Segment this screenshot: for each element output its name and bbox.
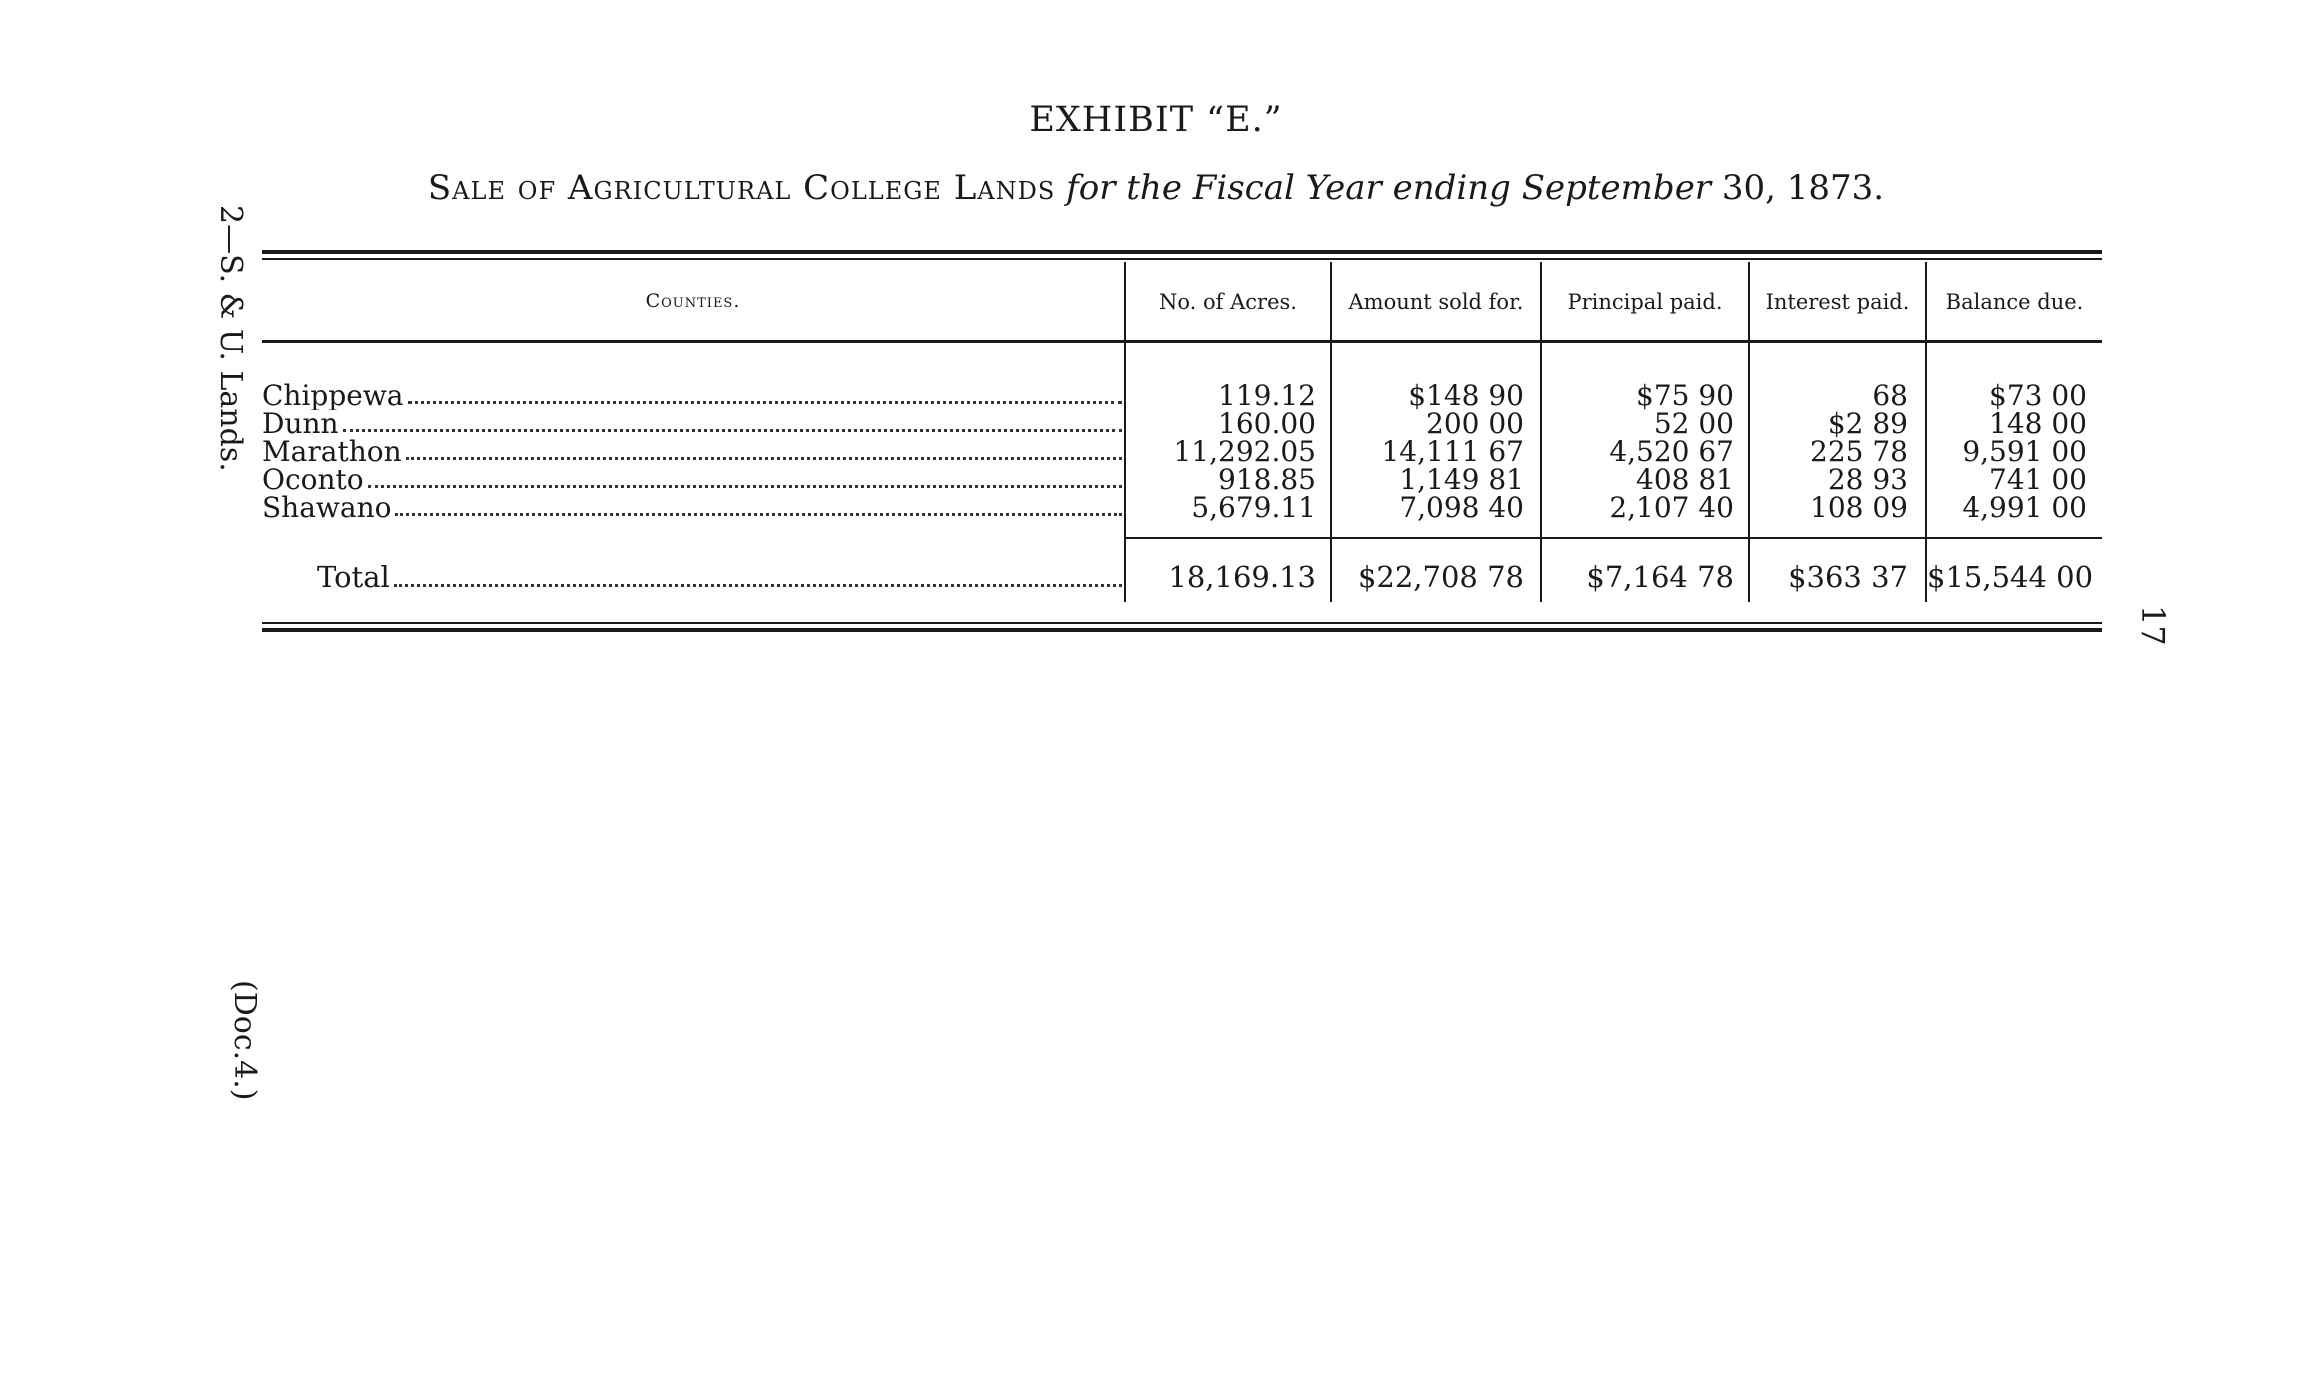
document-number: (Doc.4.) [227,980,262,1101]
principal-cell: $75 90 [1636,379,1734,412]
balance-cell: 148 00 [1989,407,2087,440]
leader-dots [408,401,1123,404]
total-acres: 18,169.13 [1168,560,1316,594]
amount-cell: 14,111 67 [1381,435,1524,468]
header-balance: Balance due. [1945,290,2084,314]
balance-cell: 741 00 [1989,463,2087,496]
balance-column [1927,379,2087,524]
table-row [262,466,1122,494]
county-name: Dunn [262,410,339,438]
total-label-text: Total [317,560,390,594]
bottom-rule-thick [262,628,2102,632]
total-interest: $363 37 [1788,560,1908,594]
acres-cell: 160.00 [1218,407,1316,440]
acres-cell: 11,292.05 [1173,435,1316,468]
running-head-left: 2—S. & U. Lands. [213,205,248,472]
leader-dots [394,584,1122,587]
interest-cell: 108 09 [1810,491,1908,524]
total-label [317,560,1122,594]
page-number: 17 [2134,605,2172,646]
county-column [262,382,1122,522]
amount-cell: 200 00 [1426,407,1524,440]
table-row [262,410,1122,438]
acres-column [1126,379,1316,524]
top-rule-thin [262,258,2102,260]
top-rule-thick [262,250,2102,254]
subtitle-italic: for the Fiscal Year ending September [1066,168,1712,208]
table-row [262,494,1122,522]
header-rule [262,340,2102,343]
total-rule [1126,537,2102,539]
header-amount: Amount sold for. [1348,290,1524,314]
interest-cell: 68 [1872,379,1908,412]
exhibit-title: EXHIBIT “E.” [1029,100,1283,140]
total-amount: $22,708 78 [1357,560,1524,594]
sales-table [262,262,2102,620]
subtitle-year: 30, 1873. [1721,168,1885,208]
table-row [262,382,1122,410]
header-counties: Counties. [645,290,741,312]
bottom-rule-thin [262,622,2102,624]
principal-cell: 52 00 [1653,407,1734,440]
principal-cell: 2,107 40 [1609,491,1734,524]
header-interest: Interest paid. [1765,290,1910,314]
header-principal: Principal paid. [1567,290,1723,314]
interest-column [1750,379,1908,524]
interest-cell: 28 93 [1827,463,1908,496]
county-name: Marathon [262,438,402,466]
leader-dots [406,457,1122,460]
total-principal: $7,164 78 [1586,560,1734,594]
county-name: Oconto [262,466,364,494]
acres-cell: 5,679.11 [1191,491,1316,524]
amount-cell: 1,149 81 [1399,463,1524,496]
amount-column [1332,379,1524,524]
county-name: Chippewa [262,382,404,410]
subtitle-smallcaps: Sale of Agricultural College Lands [427,168,1056,208]
table-row [262,438,1122,466]
leader-dots [395,513,1122,516]
header-acres: No. of Acres. [1159,290,1297,314]
amount-cell: $148 90 [1408,379,1524,412]
principal-column [1542,379,1734,524]
interest-cell: 225 78 [1810,435,1908,468]
acres-cell: 918.85 [1218,463,1316,496]
acres-cell: 119.12 [1218,379,1316,412]
principal-cell: 4,520 67 [1609,435,1734,468]
amount-cell: 7,098 40 [1399,491,1524,524]
total-balance: $15,544 00 [1927,560,2094,594]
principal-cell: 408 81 [1636,463,1734,496]
balance-cell: $73 00 [1989,379,2087,412]
interest-cell: $2 89 [1827,407,1908,440]
county-name: Shawano [262,494,392,522]
leader-dots [343,429,1122,432]
leader-dots [368,485,1122,488]
balance-cell: 9,591 00 [1962,435,2087,468]
table-subtitle [0,168,2312,208]
balance-cell: 4,991 00 [1962,491,2087,524]
